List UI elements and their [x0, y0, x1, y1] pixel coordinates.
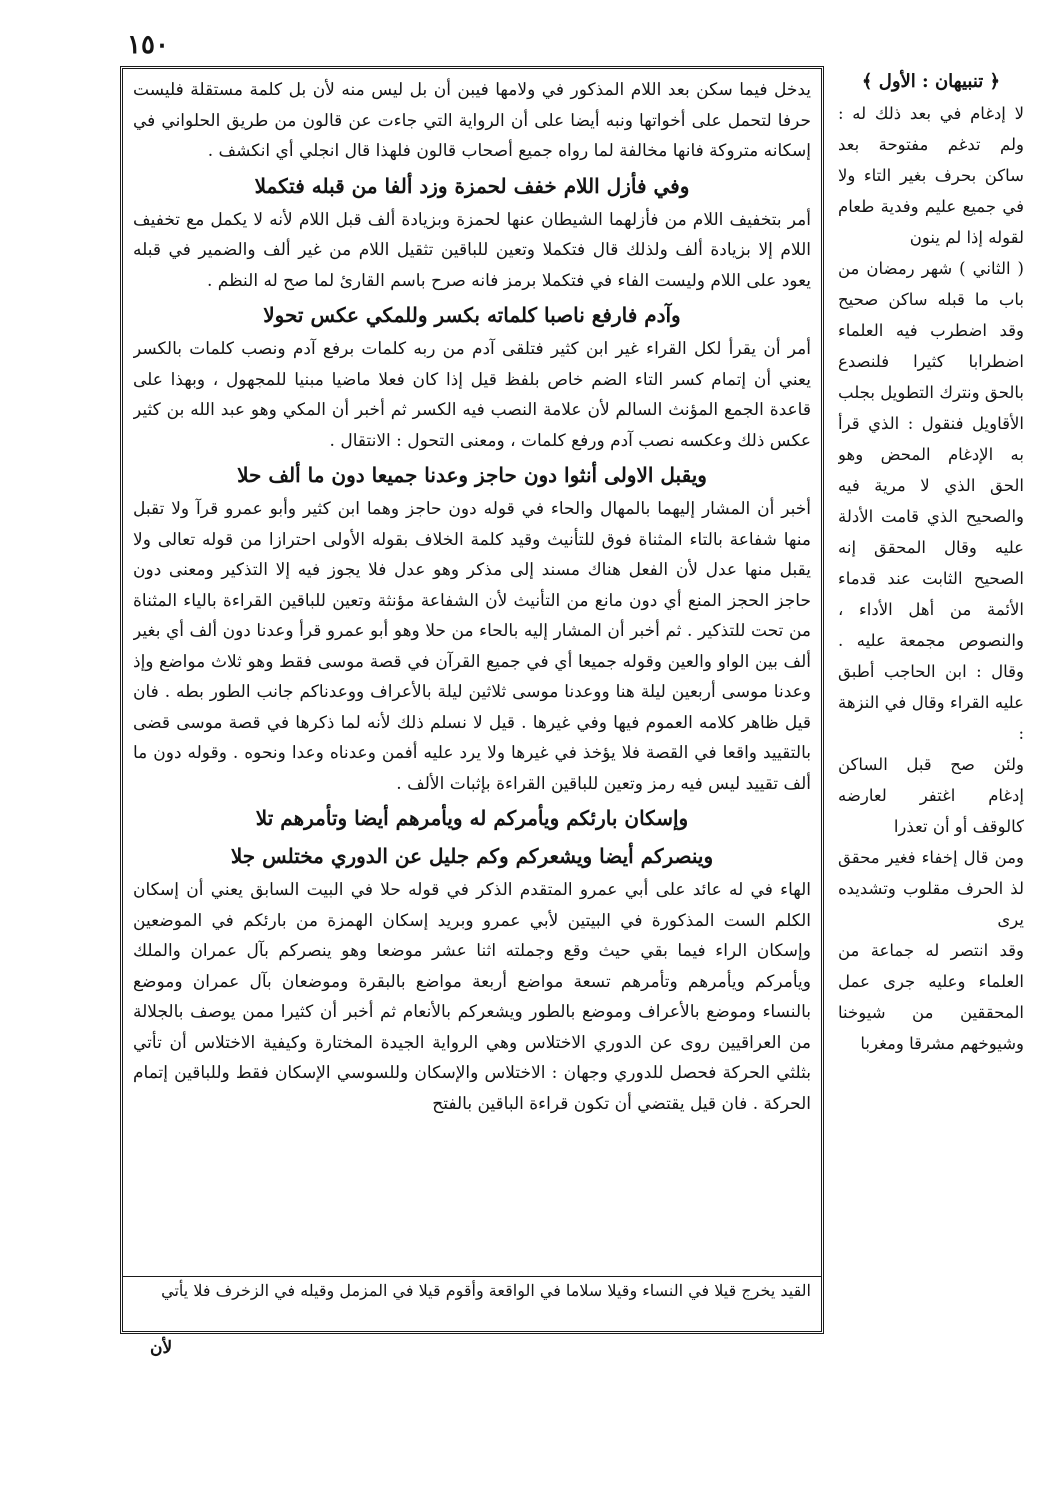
commentary-paragraph: أمر بتخفيف اللام من فأزلهما الشيطان عنها لحمزة وبزيادة ألف قبل اللام لأنه لا يكمل مع تخفيف اللام إلا بزيادة ألف ولذلك قال فتكملا وتعين للباقين تثقيل اللام من غير ألف والضمير في قبله يعود على اللام وليست الفاء في فتكملا برمز فانه صرح باسم القارئ لما صح له النظم .	[133, 209, 811, 291]
footnote-divider	[123, 1276, 821, 1277]
main-text-frame	[120, 66, 824, 1334]
poem-verse: وينصركم أيضا ويشعركم وكم جليل عن الدوري مختلس جلا	[230, 844, 714, 868]
margin-paragraph: وقد انتصر له جماعة من العلماء وعليه جرى عمل المحققين من شيوخنا وشيوخهم مشرقا ومغربا	[838, 941, 1024, 1053]
margin-paragraph: ومن قال إخفاء فغير محقق لذ الحرف مقلوب وتشديده يرى	[838, 848, 1024, 929]
margin-paragraph: ولئن صح قبل الساكن إدغام اغتفر لعارضه كالوقف أو أن تعذرا	[838, 755, 1024, 836]
poem-verse: وفي فأزل اللام خفف لحمزة وزد ألفا من قبله فتكملا	[254, 173, 690, 198]
poem-verse: ويقبل الاولى أنثوا دون حاجز وعدنا جميعا دون ما ألف حلا	[237, 463, 707, 487]
margin-paragraph: ( الثاني ) شهر رمضان من باب ما قبله ساكن صحيح وقد اضطرب فيه العلماء اضطرابا كثيرا فلنصدع بالحق ونترك التطويل بجلب الأقاويل فنقول : الذي قرأ به الإدغام المحض وهو الحق الذي لا مرية فيه والصحيح الذي قامت الأدلة عليه وقال المحقق إنه الصحيح الثابت عند قدماء الأئمة من أهل الأداء ، والنصوص مجمعة عليه . وقال : ابن الحاجب أطبق عليه القراء وقال في النزهة :	[838, 259, 1024, 743]
main-text-body	[133, 75, 811, 1275]
margin-commentary	[838, 66, 1024, 1334]
commentary-paragraph: أمر أن يقرأ لكل القراء غير ابن كثير فتلقى آدم من ربه كلمات برفع آدم ونصب كلمات بالكسر يعني أن إتمام كسر التاء الضم خاص بلفظ قيل إذا كان فعلا ماضيا مبنيا للمجهول ، وبهذا على قاعدة الجمع المؤنث السالم لأن علامة النصب فيه الكسر ثم أخبر أن المكي وهو عبد الله بن كثير عكس ذلك وعكسه نصب آدم ورفع كلمات ، ومعنى التحول : الانتقال .	[133, 339, 811, 451]
commentary-paragraph: يدخل فيما سكن بعد اللام المذكور في ولامها فيبن أن بل ليس منه لأن بل كلمة مستقلة فليست حرفا لتحمل على أخواتها ونبه أيضا على أن الرواية التي جاءت عن قالون من طريق الحلواني في إسكانه متروكة فانها مخالفة لما رواه جميع أصحاب قالون فلهذا قال انجلي أي انكشف .	[133, 80, 811, 161]
commentary-paragraph: أخبر أن المشار إليهما بالمهال والحاء في قوله دون حاجز وهما ابن كثير وأبو عمرو قرآ ولا تقبل منها شفاعة بالتاء المثناة فوق للتأنيث وقيد كلمة الخلاف بقوله الأولى احترازا من قوله تعالى ولا يقبل منها عدل لأن الفعل هناك مسند إلى مذكر وهو عدل فلا يجوز فيه إلا التذكير ومعنى دون حاجز الحجز المنع أي دون مانع من التأنيث لأن الشفاعة مؤنثة وتعين للباقين القراءة بالياء المثناة من تحت للتذكير . ثم أخبر أن المشار إليه بالحاء من حلا وهو أبو عمرو قرأ وعدنا دون ألف أي بغير ألف بين الواو والعين وقوله جميعا أي في جميع القرآن في قصة موسى فقط وهو ثلاث مواضع وإذ وعدنا موسى أربعين ليلة هنا ووعدنا موسى ثلاثين ليلة بالأعراف ووعدناكم جانب الطور بطه . فان قيل ظاهر كلامه العموم فيها وفي غيرها . قيل لا نسلم ذلك لأنه لما ذكرها في قصة موسى قضى بالتقييد واقعا في القصة فلا يؤخذ في غيرها ولا يرد عليه أفمن وعدناه وعدا ونحوه . وقوله دون ما ألف تقييد ليس فيه رمز وتعين للباقين القراءة بإثبات الألف .	[133, 499, 811, 794]
footnote: القيد يخرج قيلا في النساء وقيلا سلاما في الواقعة وأقوم قيلا في المزمل وقيله في الزخرف فلا يأتي	[161, 1281, 811, 1300]
commentary-paragraph: الهاء في له عائد على أبي عمرو المتقدم الذكر في قوله حلا في البيت السابق يعني أن إسكان الكلم الست المذكورة في البيتين لأبي عمرو وبريد إسكان الهمزة من بارئكم في الموضعين وإسكان الراء فيما بقي حيث وقع وجملته اثنا عشر موضعا وهو ينصركم بآل عمران والملك ويأمركم ويأمرهم وتأمرهم تسعة مواضع أربعة مواضع بالبقرة وموضعان بآل عمران وموضع بالنساء وموضع بالأعراف وموضع بالطور ويشعركم بالأنعام ثم أخبر أن كثيرا ممن يوصف بالجلالة من العراقيين روى عن الدوري الاختلاس وهي الرواية الجيدة المختارة وكيفية الاختلاس أن تأتي بثلثي الحركة فحصل للدوري وجهان : الاختلاس والإسكان وللسوسي الإسكان فقط وللباقين إتمام الحركة . فان قيل يقتضي أن تكون قراءة الباقين بالفتح	[133, 880, 811, 1114]
poem-verse: وإسكان بارئكم ويأمركم له ويأمرهم أيضا وتأمرهم تلا	[255, 806, 689, 830]
page-number: ١٥٠	[127, 30, 169, 60]
margin-heading: ﴿ تنبيهان : الأول ﴾	[861, 71, 1001, 92]
margin-paragraph: لا إدغام في بعد ذلك له : ولم تدغم مفتوحة بعد ساكن بحرف بغير التاء ولا في جميع عليم وفدية طعام لقوله إذا لم ينون	[838, 104, 1024, 247]
catchword: لأن	[150, 1338, 173, 1358]
poem-verse: وآدم فارفع ناصبا كلماته بكسر وللمكي عكس تحولا	[263, 303, 681, 327]
